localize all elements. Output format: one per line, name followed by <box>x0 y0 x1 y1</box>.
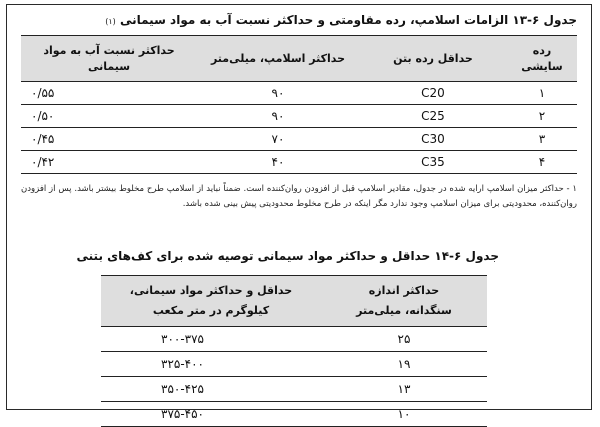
table-row <box>101 327 487 352</box>
table-row <box>101 402 487 427</box>
table-row <box>21 128 577 151</box>
table1 <box>21 35 577 174</box>
table1-cell-ratio: ۰/۵۵ <box>21 82 197 105</box>
table2-cell-size: ۱۹ <box>321 352 487 377</box>
table1-title-text: جدول ۶-۱۳ الزامات اسلامپ، رده مقاومتی و حداکثر نسبت آب به مواد سیمانی <box>119 13 577 27</box>
table1-header-abrasion-class: رده سایشی <box>507 36 577 82</box>
table1-cell-slump: ۷۰ <box>197 128 359 151</box>
table2-header-size-line1: حداکثر اندازه <box>368 284 440 298</box>
table2-header-cementitious <box>101 276 321 327</box>
table1-header-row <box>21 36 577 82</box>
table1-cell-concrete: C25 <box>359 105 507 128</box>
table1-title <box>105 13 577 27</box>
table1-cell-class: ۴ <box>507 151 577 174</box>
table1-header-max-slump: حداکثر اسلامپ، میلی‌متر <box>197 36 359 82</box>
table1-title-ref: (۱) <box>105 17 116 26</box>
table1-cell-class: ۲ <box>507 105 577 128</box>
table2-header-size-line2: سنگدانه، میلی‌متر <box>356 304 452 317</box>
table1-cell-class: ۱ <box>507 82 577 105</box>
table1-cell-slump: ۹۰ <box>197 82 359 105</box>
document-frame <box>6 4 592 421</box>
table1-cell-concrete: C35 <box>359 151 507 174</box>
table1-cell-concrete: C30 <box>359 128 507 151</box>
table1-cell-slump: ۴۰ <box>197 151 359 174</box>
table2-header-cement-line2: کیلوگرم در متر مکعب <box>152 304 270 317</box>
table-row <box>21 151 577 174</box>
table2-cell-range: ۳۵۰-۴۲۵ <box>101 377 321 402</box>
table1-cell-ratio: ۰/۴۲ <box>21 151 197 174</box>
table2 <box>101 275 487 427</box>
table1-cell-slump: ۹۰ <box>197 105 359 128</box>
table-row <box>21 82 577 105</box>
table2-title: جدول ۶-۱۴ حداقل و حداکثر مواد سیمانی توصیه شده برای کف‌های بتنی <box>76 249 499 263</box>
table1-cell-ratio: ۰/۵۰ <box>21 105 197 128</box>
table1-footnote: ۱ - حداکثر میزان اسلامپ ارایه شده در جدول، مقادیر اسلامپ قبل از افزودن روان‌کننده است. ضمناً نباید از اسلامپ طرح مخلوط بیشتر باشد. پس از افزودن روان‌کننده، محدودیتی برای میزان اسلامپ وجود ندارد مگر اینکه در طرح مخلوط محدودیتی پیش بینی شده باشد. <box>21 184 577 209</box>
table2-cell-range: ۳۰۰-۳۷۵ <box>101 327 321 352</box>
table1-cell-class: ۳ <box>507 128 577 151</box>
table2-header-row <box>101 276 487 327</box>
table2-cell-size: ۱۳ <box>321 377 487 402</box>
table2-cell-range: ۳۲۵-۴۰۰ <box>101 352 321 377</box>
table2-cell-size: ۱۰ <box>321 402 487 427</box>
table2-cell-range: ۳۷۵-۴۵۰ <box>101 402 321 427</box>
table2-cell-size: ۲۵ <box>321 327 487 352</box>
table2-header-max-aggregate-size <box>321 276 487 327</box>
table1-cell-ratio: ۰/۴۵ <box>21 128 197 151</box>
table1-header-max-wc-ratio: حداکثر نسبت آب به مواد سیمانی <box>21 36 197 82</box>
table1-header-min-concrete-class: حداقل رده بتن <box>359 36 507 82</box>
table1-cell-concrete: C20 <box>359 82 507 105</box>
table-row <box>101 377 487 402</box>
table-row <box>101 352 487 377</box>
table2-header-cement-line1: حداقل و حداکثر مواد سیمانی، <box>129 284 293 298</box>
table-row <box>21 105 577 128</box>
